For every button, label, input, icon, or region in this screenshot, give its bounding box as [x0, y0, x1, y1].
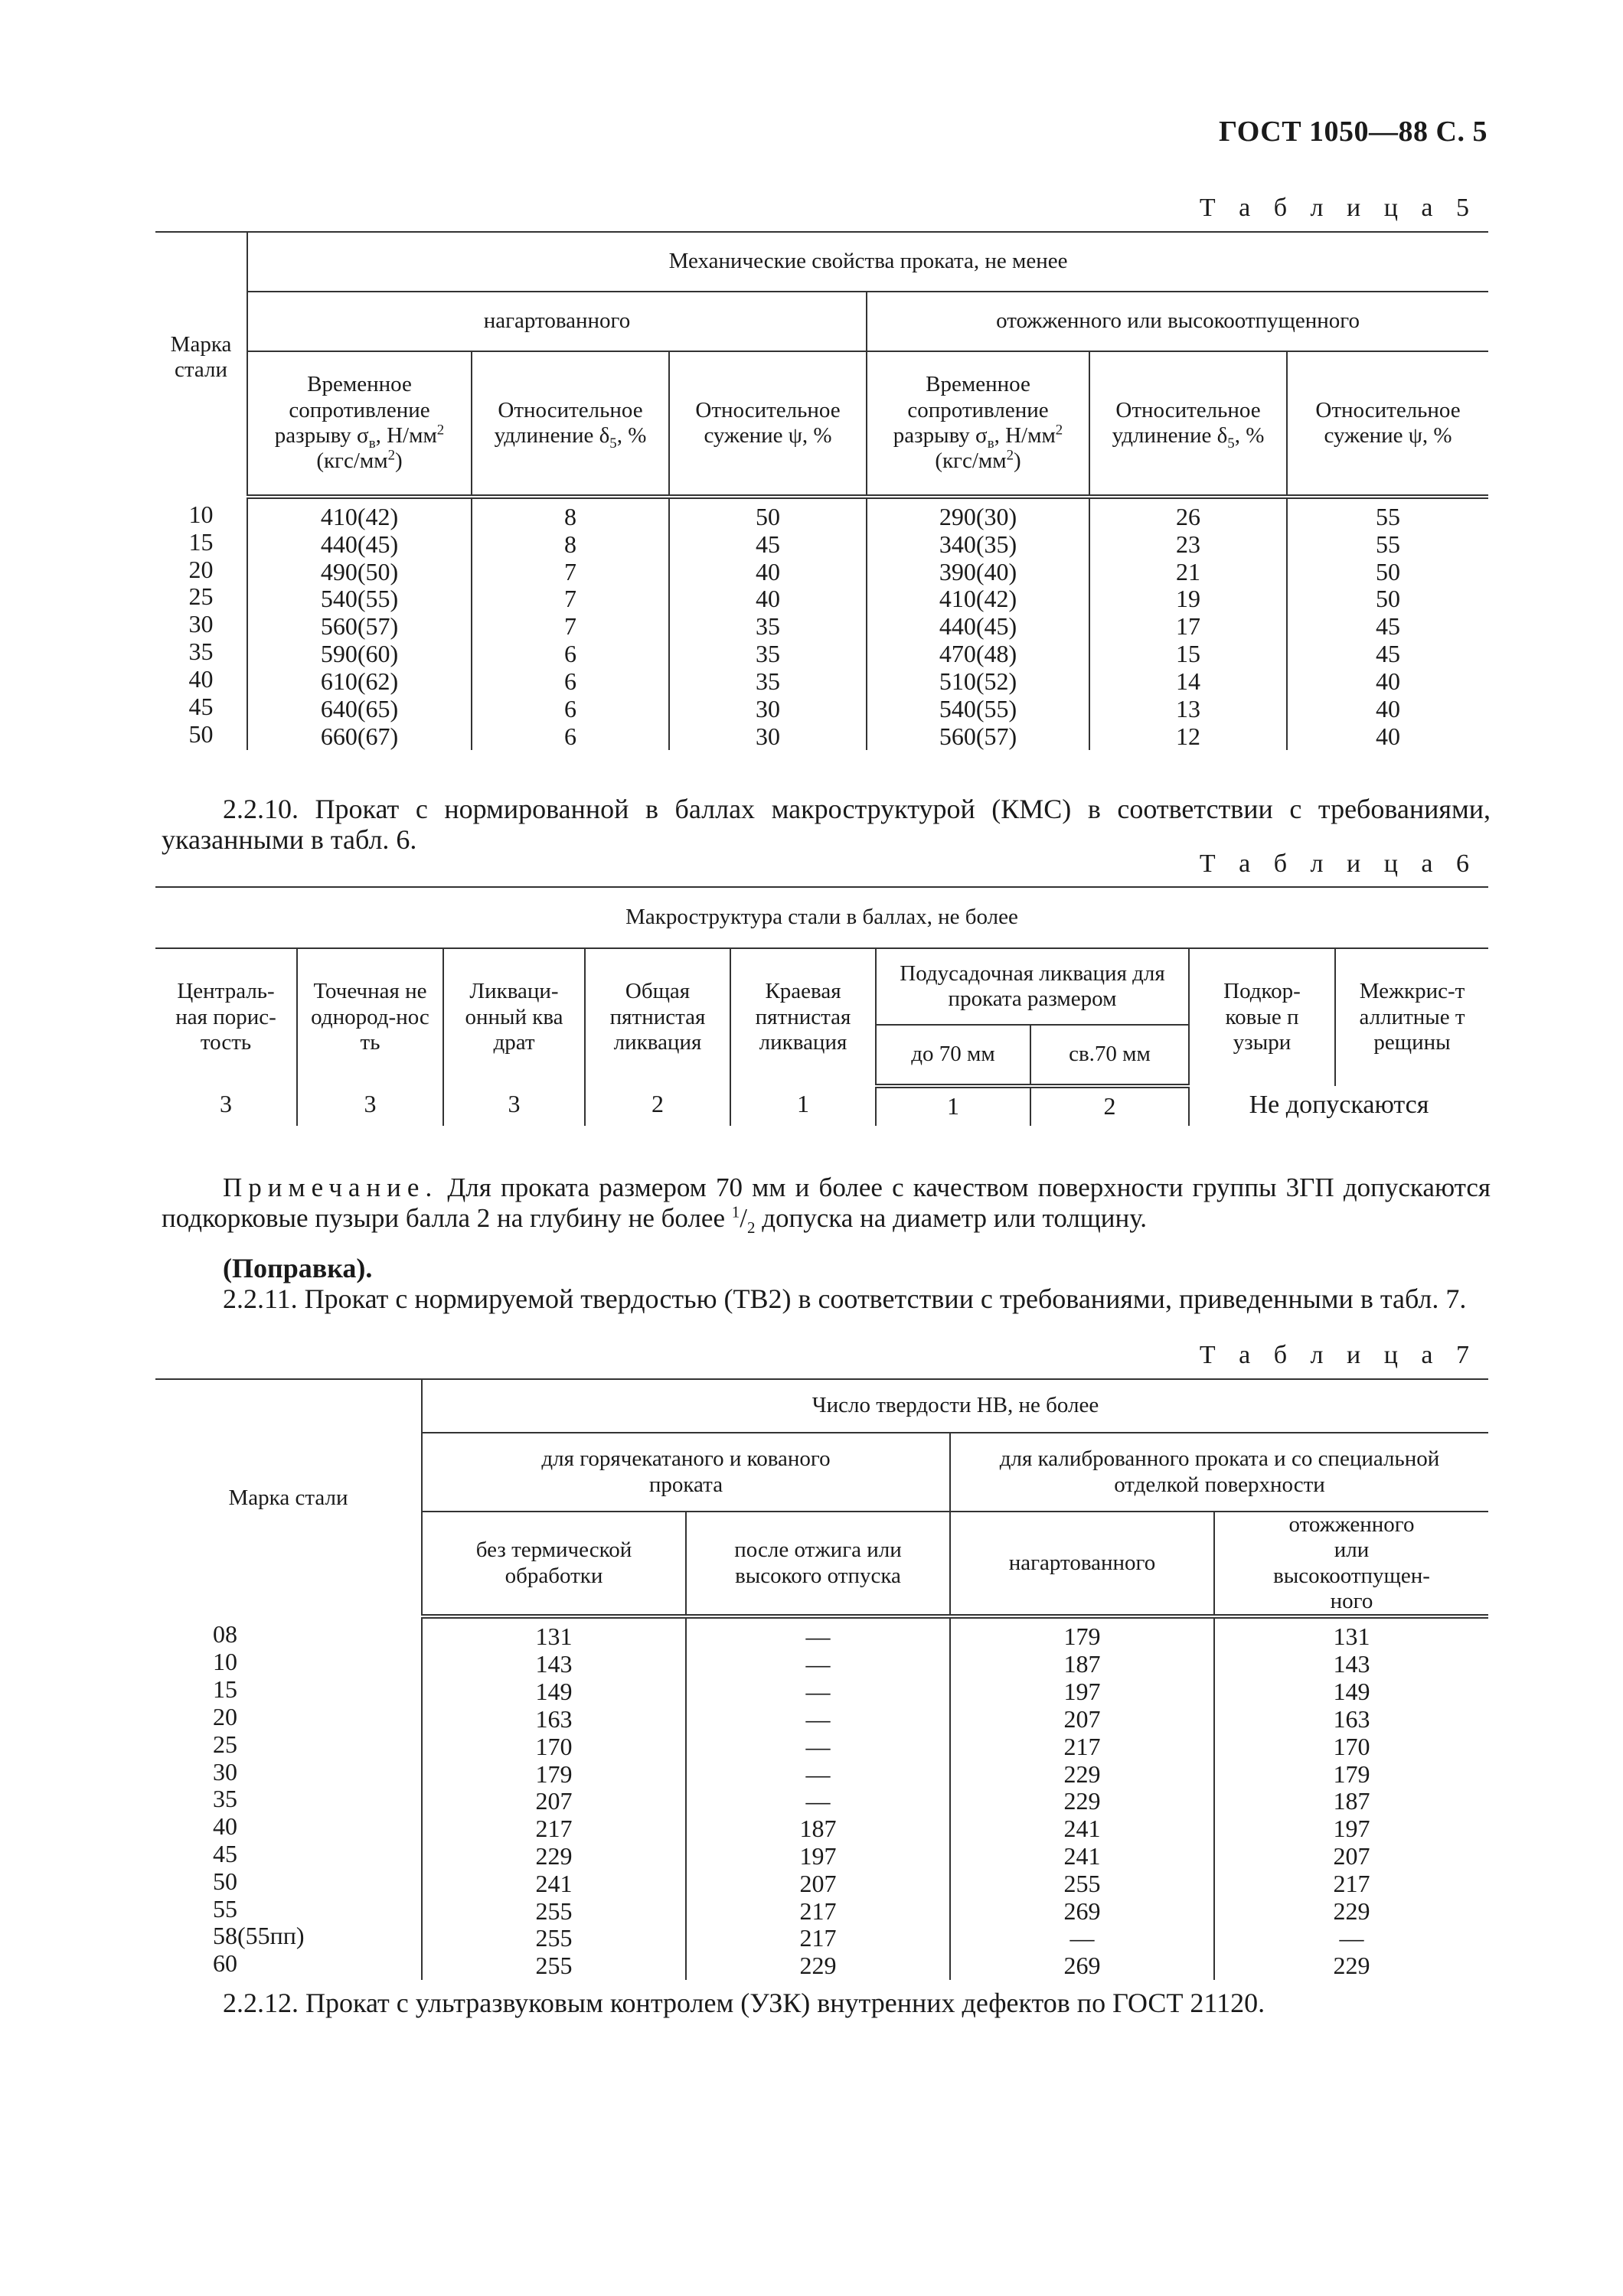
- table6-cell: 3: [220, 1090, 232, 1117]
- table7-h-cold-worked: нагартованного: [950, 1512, 1214, 1616]
- paragraph-2-2-12: 2.2.12. Прокат с ультразвуковым контролем (УЗК) внутренних дефектов по ГОСТ 21120.: [223, 1988, 1265, 2018]
- table7-h-no-heat-treatment: без термической обработки: [422, 1512, 686, 1616]
- table6-h-shrinkage-liquation: Подусадочная ликвация для проката размером: [876, 948, 1189, 1025]
- table6-h-intercrystalline-cracks: Межкрис-таллитные трещины: [1335, 948, 1488, 1086]
- table5-h-elongation-b: Относительное удлинение $\delta_5$, %: [1089, 351, 1287, 497]
- correction-note: (Поправка).: [223, 1253, 373, 1283]
- table5: [155, 231, 1488, 750]
- table6-h-liquation-square: Ликваци-онный квадрат: [443, 948, 585, 1086]
- table6-h-subcortical-bubbles: Подкор-ковые пузыри: [1189, 948, 1335, 1086]
- table7-group-hot-rolled: для горячекатаного и кованого проката: [422, 1433, 950, 1512]
- table5-h-narrowing-b: Относительное сужение ψ, %: [1287, 351, 1488, 497]
- table5-group-cold-worked: нагартованного: [247, 292, 867, 351]
- table7-caption: Т а б л и ц а 7: [1199, 1341, 1478, 1369]
- table7-col-cold-worked: 179 187 197 207 217 229 229 241 241 255 269 — 269: [950, 1616, 1214, 1980]
- table5-col-narrowing-b: 55 55 50 50 45 45 40 40 40: [1287, 497, 1488, 750]
- table7-col-no-heat-treatment: 131 143 149 163 170 179 207 217 229 241 255 255 255: [422, 1616, 686, 1980]
- table5-col-elongation-b: 26 23 21 19 17 15 14 13 12: [1089, 497, 1287, 750]
- table5-col-elongation-a: 8 8 7 7 7 6 6 6 6: [472, 497, 669, 750]
- table7-col-steel: Марка стали: [155, 1379, 422, 1616]
- table7-group-main: Число твердости НВ, не более: [422, 1379, 1488, 1433]
- note-label: Примечание.: [223, 1172, 439, 1202]
- table6-h-central-porosity: Централь-ная порис-тость: [155, 948, 297, 1086]
- table7-data: [155, 1616, 1488, 1980]
- table7-col-after-annealing: — — — — — — — 187 197 207 217 217 229: [686, 1616, 950, 1980]
- table6-cell-not-allowed: Не допускаются: [1189, 1086, 1488, 1126]
- table7-h-after-annealing: после отжига или высокого отпуска: [686, 1512, 950, 1616]
- table6-group-main: Макроструктура стали в баллах, не более: [155, 887, 1488, 948]
- table6-cell: 2: [585, 1086, 730, 1126]
- table6: [155, 886, 1488, 1126]
- table5-col-grade: 10 15 20 25 30 35 40 45 50: [188, 501, 214, 748]
- table5-col-narrowing-a: 50 45 40 40 35 35 35 30 30: [669, 497, 867, 750]
- note: Примечание. Для проката размером 70 мм и более с качеством поверхности группы 3ГП допускаются подкорковые пузыри балла 2 на глубину не более $^1/_2$ допуска на диаметр или толщину.: [162, 1172, 1491, 1237]
- table5-h-narrowing-a: Относительное сужение ψ, %: [669, 351, 867, 497]
- table7: [155, 1378, 1488, 1980]
- table6-cell: 1: [876, 1086, 1030, 1126]
- table6-h-point-heterogeneity: Точечная неоднород-ность: [297, 948, 443, 1086]
- table6-cell: 1: [730, 1086, 876, 1126]
- page-header: ГОСТ 1050—88 С. 5: [1219, 116, 1487, 148]
- table5-h-strength-b: Временное сопротивление разрыву $\sigma_в$, $Н/мм^2$ $(кгс/мм^2)$: [867, 351, 1089, 497]
- table7-group-calibrated: для калиброванного проката и со специальной отделкой поверхности: [950, 1433, 1488, 1512]
- table7-col-grade: 08 10 15 20 25 30 35 40 45 50 55 58(55пп) 60: [213, 1620, 305, 1978]
- table5-h-strength-a: Временное сопротивление разрыву $\sigma_в$, $Н/мм^2$ $(кгс/мм^2)$: [247, 351, 472, 497]
- table6-cell: 2: [1030, 1086, 1189, 1126]
- fraction-one-half: $^1/_2$: [731, 1202, 756, 1237]
- table5-data: [155, 497, 1488, 750]
- table6-caption: Т а б л и ц а 6: [1199, 850, 1478, 878]
- table6-row: [155, 1086, 1488, 1126]
- paragraph-2-2-10: 2.2.10. Прокат с нормированной в баллах макроструктурой (КМС) в соответствии с требованиями, указанными в табл. 6.: [162, 794, 1491, 855]
- table5-h-elongation-a: Относительное удлинение $\delta_5$, %: [472, 351, 669, 497]
- table5-caption: Т а б л и ц а 5: [1199, 194, 1478, 222]
- table6-h-up-to-70mm: до 70 мм: [876, 1025, 1030, 1086]
- table5-col-strength-a: 410(42) 440(45) 490(50) 540(55) 560(57) 590(60) 610(62) 640(65) 660(67): [247, 497, 472, 750]
- table6-h-edge-spotted-liquation: Краевая пятнистая ликвация: [730, 948, 876, 1086]
- table6-cell: 3: [443, 1086, 585, 1126]
- table5-col-strength-b: 290(30) 340(35) 390(40) 410(42) 440(45) 470(48) 510(52) 540(55) 560(57): [867, 497, 1089, 750]
- table7-h-annealed: отожженного или высокоотпущен-ного: [1214, 1512, 1488, 1616]
- table6-h-over-70mm: св.70 мм: [1030, 1025, 1189, 1086]
- paragraph-2-2-11: 2.2.11. Прокат с нормируемой твердостью (ТВ2) в соответствии с требованиями, приведенными в табл. 7.: [223, 1283, 1467, 1314]
- table5-group-annealed: отожженного или высокоотпущенного: [867, 292, 1488, 351]
- table6-h-general-spotted-liquation: Общая пятнистая ликвация: [585, 948, 730, 1086]
- table7-col-annealed: 131 143 149 163 170 179 187 197 207 217 229 — 229: [1214, 1616, 1488, 1980]
- table6-cell: 3: [297, 1086, 443, 1126]
- table5-group-main: Механические свойства проката, не менее: [247, 232, 1488, 292]
- table5-col-steel: Марка стали: [155, 232, 247, 497]
